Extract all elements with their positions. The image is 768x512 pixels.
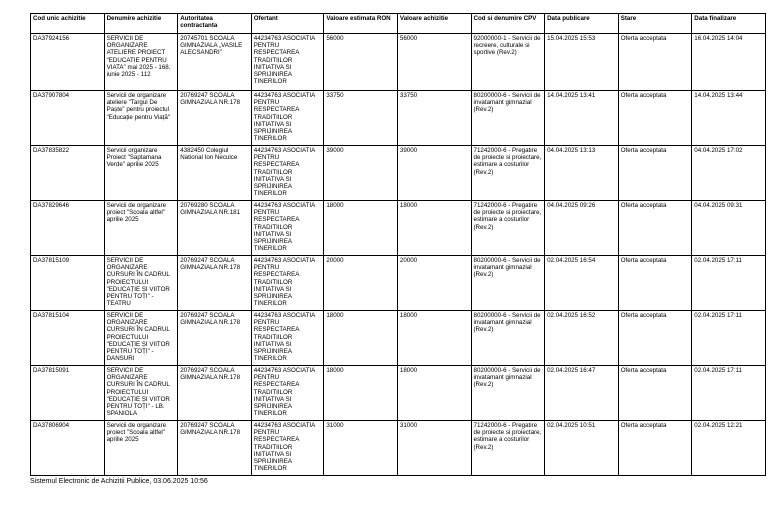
cell-ofertant: 44234763 ASOCIATIA PENTRU RESPECTAREA TRADITIILOR INITIATIVA SI SPRIJINIREA TINERILOR <box>251 256 324 311</box>
cell-cod-unic: DA37815104 <box>31 311 105 366</box>
cell-autoritatea: 20769247 SCOALA GIMNAZIALA NR.178 <box>178 311 252 366</box>
cell-denumire: Servicii de organizare ateliere "Targul De Paște" pentru proiectul "Educație pentru Viață" <box>104 91 178 146</box>
cell-cpv: 80200000-6 - Servicii de invatamant gimnazial (Rev.2) <box>471 256 545 311</box>
cell-cod-unic: DA37815091 <box>31 366 105 421</box>
cell-autoritatea: 20769247 SCOALA GIMNAZIALA NR.178 <box>178 91 252 146</box>
cell-cod-unic: DA37829646 <box>31 201 105 256</box>
cell-cod-unic: DA37907804 <box>31 91 105 146</box>
cell-cpv: 71242000-6 - Pregatire de proiecte si proiectare, estimare a costurilor (Rev.2) <box>471 201 545 256</box>
column-header-valoare-estimata: Valoare estimata RON <box>324 14 398 34</box>
cell-valoare-achizitie: 20000 <box>397 256 471 311</box>
page-footer: Sistemul Electronic de Achizitii Publice, 03.06.2025 10:56 <box>30 478 208 485</box>
procurement-table <box>30 13 766 476</box>
cell-data-publicare: 02.04.2025 16:52 <box>545 311 619 366</box>
cell-denumire: SERVICII DE ORGANIZARE CURSURI ÎN CADRUL PROIECTULUI "EDUCAȚIE ȘI VIITOR PENTRU TOȚI" - LB. SPANIOLA <box>104 366 178 421</box>
cell-stare: Oferta acceptata <box>618 366 692 421</box>
cell-denumire: SERVICII DE ORGANIZARE CURSURI ÎN CADRUL PROIECTULUI "EDUCAȚIE ȘI VIITOR PENTRU TOȚI" - DANSURI <box>104 311 178 366</box>
table-row <box>31 201 766 256</box>
cell-valoare-achizitie: 39000 <box>397 146 471 201</box>
cell-cpv: 80200000-6 - Servicii de invatamant gimnazial (Rev.2) <box>471 91 545 146</box>
cell-ofertant: 44234763 ASOCIATIA PENTRU RESPECTAREA TRADITIILOR INITIATIVA SI SPRIJINIREA TINERILOR <box>251 91 324 146</box>
cell-valoare-achizitie: 18000 <box>397 201 471 256</box>
cell-valoare-achizitie: 33750 <box>397 91 471 146</box>
table-row <box>31 366 766 421</box>
cell-stare: Oferta acceptata <box>618 34 692 91</box>
column-header-ofertant: Ofertant <box>251 14 324 34</box>
cell-denumire: Servicii organizare Proiect "Saptamana Verde" aprilie 2025 <box>104 146 178 201</box>
table-row <box>31 91 766 146</box>
cell-data-finalizare: 02.04.2025 17:11 <box>692 256 766 311</box>
cell-denumire: SERVICII DE ORGANIZARE CURSURI ÎN CADRUL PROIECTULUI "EDUCAȚIE ȘI VIITOR PENTRU TOȚI" - TEATRU <box>104 256 178 311</box>
cell-ofertant: 44234763 ASOCIATIA PENTRU RESPECTAREA TRADITIILOR INITIATIVA SI SPRIJINIREA TINERILOR <box>251 146 324 201</box>
cell-data-finalizare: 02.04.2025 17:11 <box>692 311 766 366</box>
cell-valoare-achizitie: 18000 <box>397 366 471 421</box>
cell-cpv: 92000000-1 - Servicii de recreere, culturale si sportive (Rev.2) <box>471 34 545 91</box>
cell-data-finalizare: 02.04.2025 12:21 <box>692 421 766 476</box>
cell-valoare-estimata: 39000 <box>324 146 398 201</box>
cell-valoare-achizitie: 31000 <box>397 421 471 476</box>
cell-cpv: 80200000-6 - Servicii de invatamant gimnazial (Rev.2) <box>471 366 545 421</box>
cell-data-publicare: 02.04.2025 16:54 <box>545 256 619 311</box>
cell-ofertant: 44234763 ASOCIATIA PENTRU RESPECTAREA TRADITIILOR INITIATIVA SI SPRIJINIREA TINERILOR <box>251 201 324 256</box>
cell-cpv: 71242000-6 - Pregatire de proiecte si proiectare, estimare a costurilor (Rev.2) <box>471 421 545 476</box>
cell-ofertant: 44234763 ASOCIATIA PENTRU RESPECTAREA TRADITIILOR INITIATIVA SI SPRIJINIREA TINERILOR <box>251 421 324 476</box>
header-row <box>31 14 766 34</box>
cell-valoare-estimata: 56000 <box>324 34 398 91</box>
cell-autoritatea: 20769247 SCOALA GIMNAZIALA NR.178 <box>178 256 252 311</box>
cell-autoritatea: 20769247 SCOALA GIMNAZIALA NR.178 <box>178 421 252 476</box>
cell-data-finalizare: 16.04.2025 14:04 <box>692 34 766 91</box>
cell-valoare-achizitie: 18000 <box>397 311 471 366</box>
cell-autoritatea: 20745701 SCOALA GIMNAZIALA „VASILE ALECSANDRI” <box>178 34 252 91</box>
cell-valoare-estimata: 18000 <box>324 201 398 256</box>
cell-valoare-estimata: 18000 <box>324 311 398 366</box>
cell-stare: Oferta acceptata <box>618 91 692 146</box>
column-header-data-publicare: Data publicare <box>545 14 619 34</box>
column-header-autoritatea: Autoritatea contractanta <box>178 14 252 34</box>
cell-cpv: 80200000-6 - Servicii de invatamant gimnazial (Rev.2) <box>471 311 545 366</box>
cell-autoritatea: 20769280 SCOALA GIMNAZIALA NR.181 <box>178 201 252 256</box>
cell-ofertant: 44234763 ASOCIATIA PENTRU RESPECTAREA TRADITIILOR INITIATIVA SI SPRIJINIREA TINERILOR <box>251 311 324 366</box>
cell-cpv: 71242000-6 - Pregatire de proiecte si proiectare, estimare a costurilor (Rev.2) <box>471 146 545 201</box>
column-header-cpv: Cod si denumire CPV <box>471 14 545 34</box>
table-row <box>31 256 766 311</box>
cell-stare: Oferta acceptata <box>618 311 692 366</box>
cell-valoare-estimata: 20000 <box>324 256 398 311</box>
cell-data-publicare: 02.04.2025 10:51 <box>545 421 619 476</box>
cell-data-publicare: 14.04.2025 13:41 <box>545 91 619 146</box>
cell-denumire: SERVICII DE ORGANIZARE ATELIERE PROIECT "EDUCATIE PENTRU VIATA" mai 2025 - 168, iunie 2025 - 112 <box>104 34 178 91</box>
cell-denumire: Servicii de organizare proiect "Scoala altfel" aprilie 2025 <box>104 201 178 256</box>
table-row <box>31 311 766 366</box>
cell-cod-unic: DA37815109 <box>31 256 105 311</box>
column-header-valoare-achizitie: Valoare achizitie <box>397 14 471 34</box>
table-row <box>31 146 766 201</box>
column-header-stare: Stare <box>618 14 692 34</box>
cell-cod-unic: DA37835822 <box>31 146 105 201</box>
cell-cod-unic: DA37806904 <box>31 421 105 476</box>
cell-stare: Oferta acceptata <box>618 256 692 311</box>
cell-data-finalizare: 04.04.2025 09:31 <box>692 201 766 256</box>
cell-valoare-estimata: 31000 <box>324 421 398 476</box>
table-row <box>31 421 766 476</box>
cell-stare: Oferta acceptata <box>618 201 692 256</box>
table-row <box>31 34 766 91</box>
column-header-data-finalizare: Data finalizare <box>692 14 766 34</box>
cell-stare: Oferta acceptata <box>618 146 692 201</box>
cell-data-finalizare: 02.04.2025 17:11 <box>692 366 766 421</box>
cell-data-publicare: 15.04.2025 15:53 <box>545 34 619 91</box>
column-header-cod-unic: Cod unic achizitie <box>31 14 105 34</box>
cell-ofertant: 44234763 ASOCIATIA PENTRU RESPECTAREA TRADITIILOR INITIATIVA SI SPRIJINIREA TINERILOR <box>251 34 324 91</box>
cell-data-finalizare: 14.04.2025 13:44 <box>692 91 766 146</box>
cell-ofertant: 44234763 ASOCIATIA PENTRU RESPECTAREA TRADITIILOR INITIATIVA SI SPRIJINIREA TINERILOR <box>251 366 324 421</box>
cell-data-finalizare: 04.04.2025 17:02 <box>692 146 766 201</box>
cell-autoritatea: 20769247 SCOALA GIMNAZIALA NR.178 <box>178 366 252 421</box>
cell-data-publicare: 04.04.2025 09:26 <box>545 201 619 256</box>
cell-valoare-estimata: 18000 <box>324 366 398 421</box>
cell-autoritatea: 4382450 Colegiul National Ion Neculce <box>178 146 252 201</box>
cell-cod-unic: DA37924156 <box>31 34 105 91</box>
cell-valoare-estimata: 33750 <box>324 91 398 146</box>
cell-data-publicare: 02.04.2025 16:47 <box>545 366 619 421</box>
cell-denumire: Servicii de organizare proiect "Scoala altfel" aprilie 2025 <box>104 421 178 476</box>
cell-data-publicare: 04.04.2025 13:13 <box>545 146 619 201</box>
cell-valoare-achizitie: 56000 <box>397 34 471 91</box>
column-header-denumire: Denumire achizitie <box>104 14 178 34</box>
cell-stare: Oferta acceptata <box>618 421 692 476</box>
